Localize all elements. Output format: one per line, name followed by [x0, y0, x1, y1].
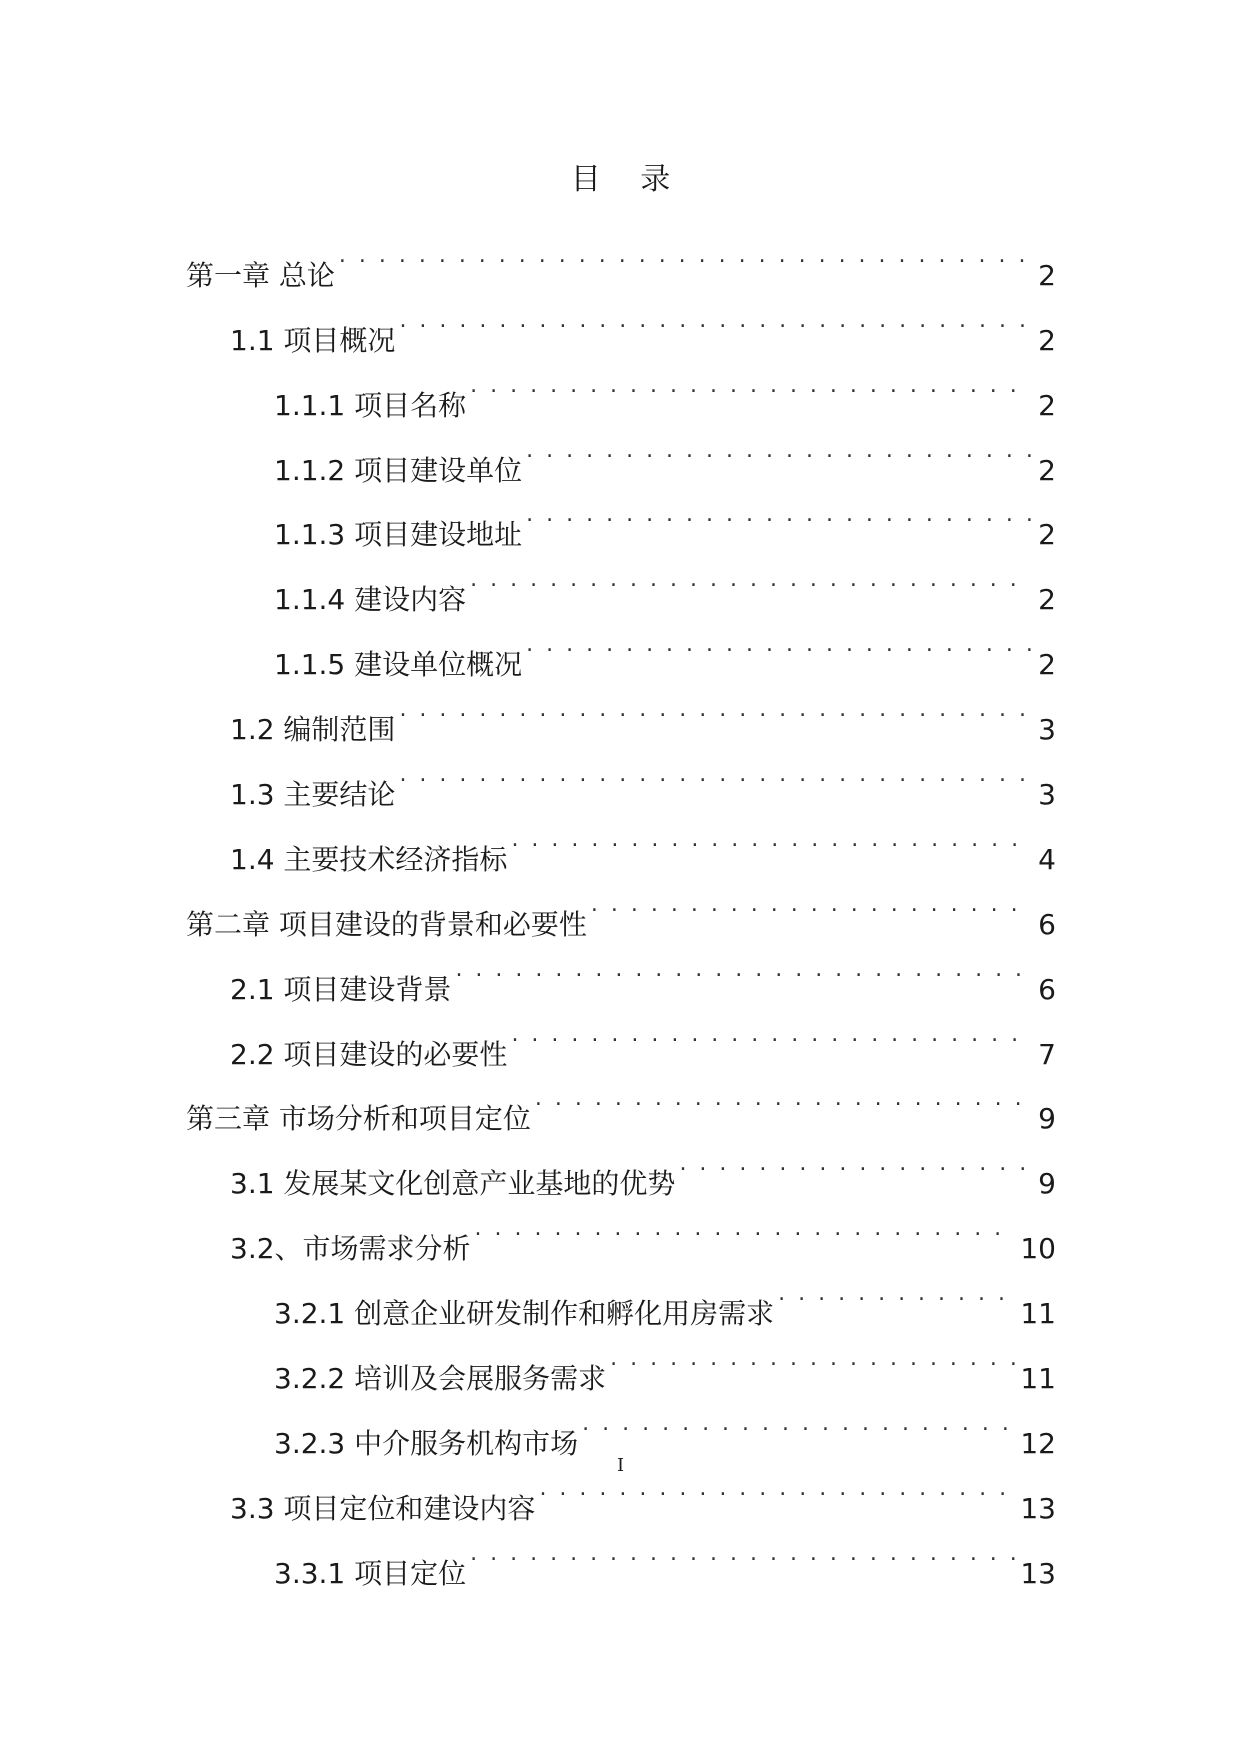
toc-entry-text: 第二章 项目建设的背景和必要性 — [186, 907, 587, 941]
toc-entry-page: 6 — [1038, 907, 1056, 941]
dot-leader — [526, 415, 1032, 480]
dot-leader — [610, 1323, 1016, 1388]
toc-entry-page: 2 — [1038, 518, 1056, 552]
toc-entry-page: 10 — [1020, 1232, 1056, 1266]
page-number: I — [616, 1455, 625, 1476]
toc-entry-page: 2 — [1038, 453, 1056, 487]
toc-entry-text: 3.2.1 创意企业研发制作和孵化用房需求 — [274, 1297, 775, 1331]
dot-leader — [526, 480, 1032, 545]
toc-entry-page: 3 — [1038, 713, 1056, 747]
dot-leader — [339, 220, 1032, 285]
toc-entry-text: 3.3 项目定位和建设内容 — [230, 1491, 536, 1525]
toc-entry-page: 11 — [1020, 1362, 1056, 1396]
toc-entry-page: 3 — [1038, 778, 1056, 812]
dot-leader — [511, 999, 1032, 1064]
toc-entry-page: 2 — [1038, 258, 1056, 292]
toc-entry-text: 1.1.3 项目建设地址 — [274, 518, 523, 552]
dot-leader — [591, 869, 1032, 934]
toc-entry-text: 3.2.3 中介服务机构市场 — [274, 1426, 579, 1460]
dot-leader — [778, 1258, 1016, 1323]
toc-entry-page: 2 — [1038, 323, 1056, 357]
toc-entry-text: 第三章 市场分析和项目定位 — [186, 1102, 531, 1136]
toc-entry-page: 2 — [1038, 583, 1056, 617]
toc-entry-text: 3.1 发展某文化创意产业基地的优势 — [230, 1167, 676, 1201]
toc-entry-text: 1.1.4 建设内容 — [274, 583, 467, 617]
dot-leader — [470, 350, 1032, 415]
dot-leader — [470, 1518, 1016, 1583]
dot-leader — [399, 739, 1032, 804]
toc-entry[interactable] — [186, 220, 1056, 292]
toc-entry-page: 9 — [1038, 1102, 1056, 1136]
toc-entry-text: 1.1.2 项目建设单位 — [274, 453, 523, 487]
toc-list — [186, 220, 1056, 1590]
toc-entry-text: 2.2 项目建设的必要性 — [230, 1037, 508, 1071]
toc-entry-text: 第一章 总论 — [186, 258, 335, 292]
dot-leader — [679, 1128, 1032, 1193]
toc-entry-page: 13 — [1020, 1556, 1056, 1590]
dot-leader — [511, 804, 1032, 869]
toc-entry-page: 13 — [1020, 1491, 1056, 1525]
toc-entry-text: 3.2.2 培训及会展服务需求 — [274, 1362, 607, 1396]
toc-entry-text: 1.1.5 建设单位概况 — [274, 648, 523, 682]
dot-leader — [399, 285, 1032, 350]
dot-leader — [582, 1388, 1016, 1453]
toc-entry-page: 12 — [1020, 1426, 1056, 1460]
toc-entry-text: 3.3.1 项目定位 — [274, 1556, 467, 1590]
dot-leader — [455, 934, 1032, 999]
toc-entry-text: 1.1.1 项目名称 — [274, 388, 467, 422]
dot-leader — [470, 544, 1032, 609]
toc-entry-page: 2 — [1038, 388, 1056, 422]
toc-entry-text: 1.4 主要技术经济指标 — [230, 842, 508, 876]
dot-leader — [475, 1193, 1017, 1258]
toc-entry-page: 6 — [1038, 972, 1056, 1006]
toc-entry-page: 9 — [1038, 1167, 1056, 1201]
dot-leader — [399, 674, 1032, 739]
toc-entry-page: 2 — [1038, 648, 1056, 682]
toc-entry-page: 4 — [1038, 842, 1056, 876]
toc-entry-page: 11 — [1020, 1297, 1056, 1331]
toc-entry-page: 7 — [1038, 1037, 1056, 1071]
dot-leader — [526, 609, 1032, 674]
dot-leader — [535, 1064, 1032, 1129]
toc-title: 目 录 — [570, 162, 671, 197]
toc-entry-text: 2.1 项目建设背景 — [230, 972, 452, 1006]
toc-entry-text: 1.3 主要结论 — [230, 778, 396, 812]
toc-entry-text: 1.1 项目概况 — [230, 323, 396, 357]
toc-entry-text: 1.2 编制范围 — [230, 713, 396, 747]
toc-entry-text: 3.2、市场需求分析 — [230, 1232, 471, 1266]
